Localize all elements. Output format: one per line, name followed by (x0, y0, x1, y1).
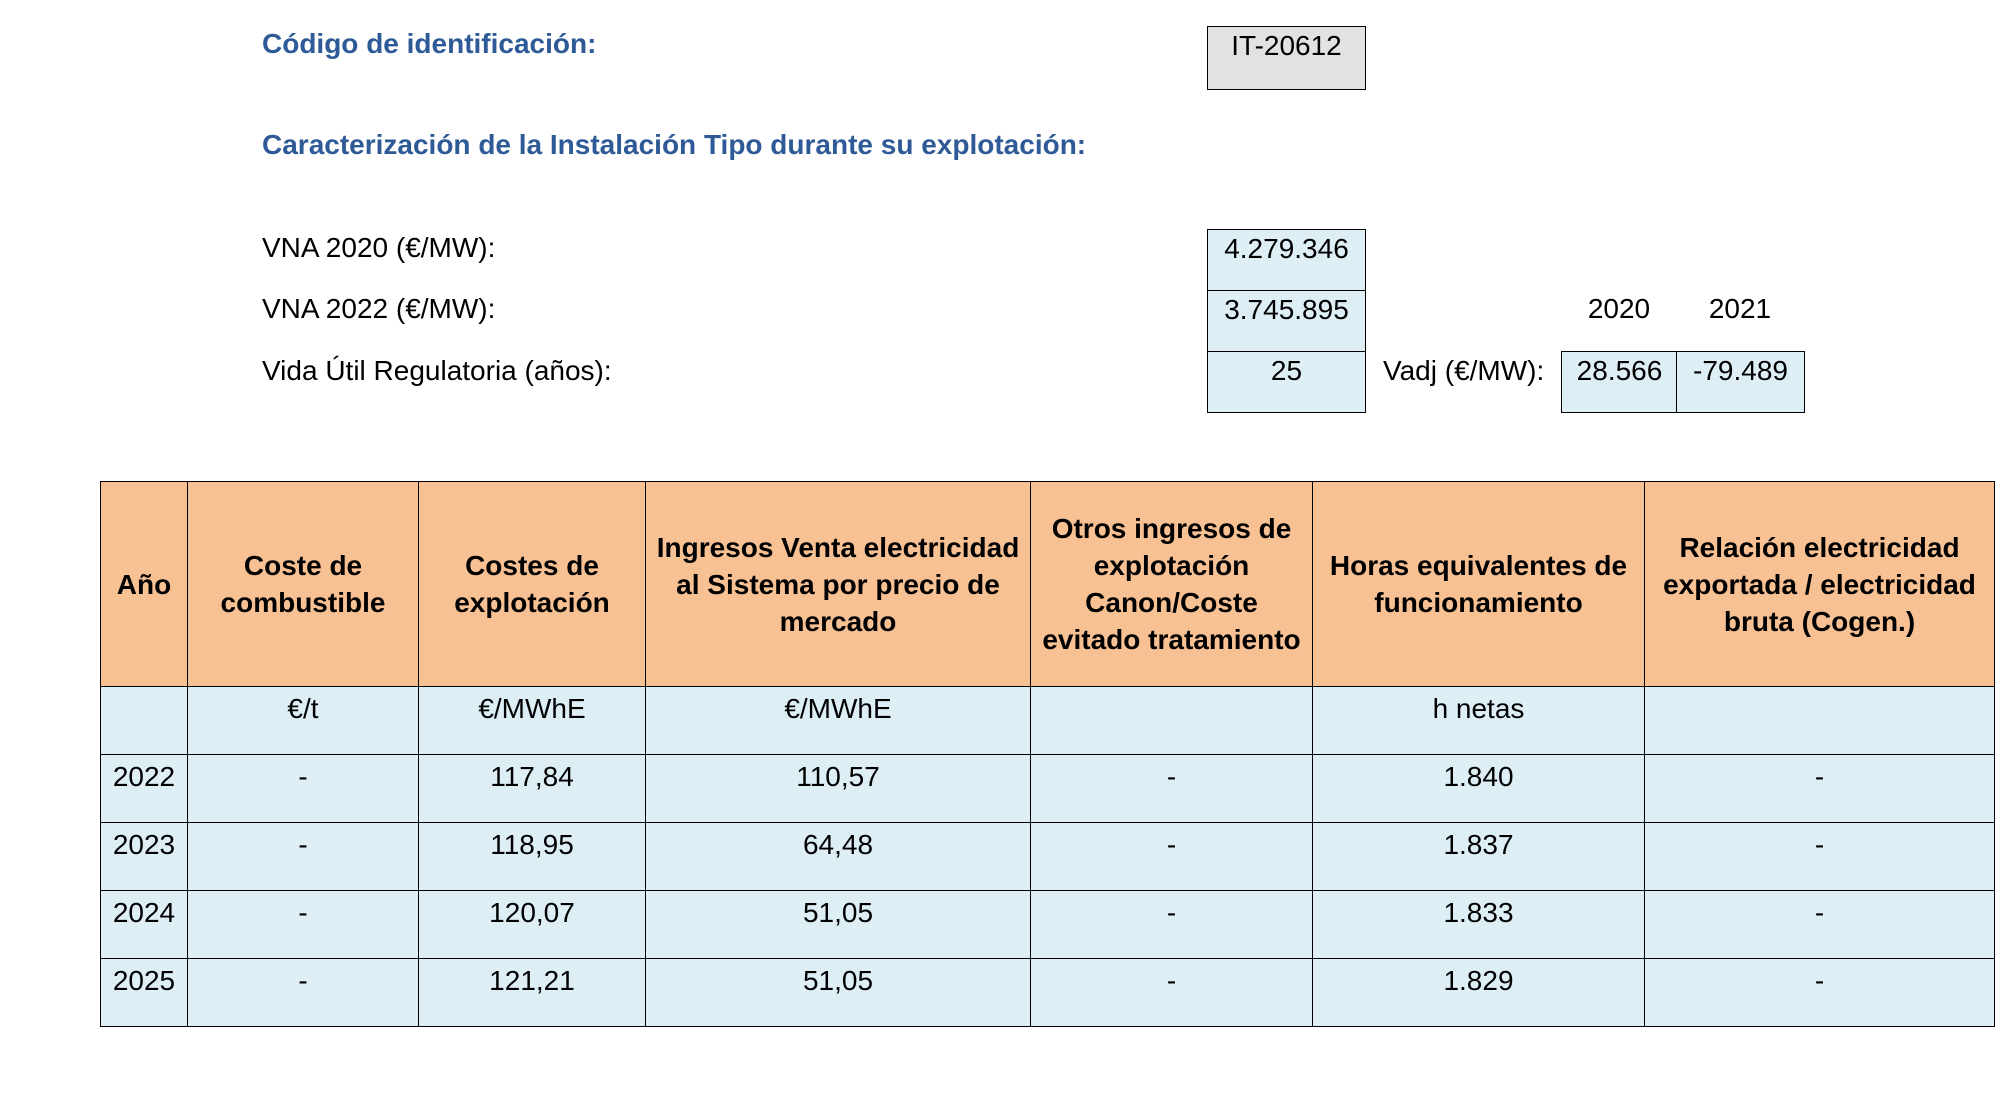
table-cell: - (188, 891, 419, 959)
table-header-row (101, 482, 1995, 687)
units-row (101, 687, 1995, 755)
vida-util-label: Vida Útil Regulatoria (años): (262, 355, 612, 386)
codigo-value: IT-20612 (1207, 26, 1366, 90)
header-ingresos-venta: Ingresos Venta electricidad al Sistema por precio de mercado (646, 482, 1031, 687)
vadj-year-2020: 2020 (1587, 293, 1651, 324)
table-cell: 51,05 (646, 891, 1031, 959)
table-row (101, 891, 1995, 959)
table-cell: 51,05 (646, 959, 1031, 1027)
table-cell: - (1031, 823, 1313, 891)
vna2020-value: 4.279.346 (1207, 229, 1366, 291)
year-cell: 2023 (101, 823, 188, 891)
vadj-value-2021: -79.489 (1676, 351, 1805, 413)
table-cell: 117,84 (419, 755, 646, 823)
unit-cell (1645, 687, 1995, 755)
header-relacion-electricidad: Relación electricidad exportada / electricidad bruta (Cogen.) (1645, 482, 1995, 687)
header-coste-combustible: Coste de combustible (188, 482, 419, 687)
table-row (101, 755, 1995, 823)
table-cell: 64,48 (646, 823, 1031, 891)
codigo-label: Código de identificación: (262, 28, 597, 59)
table-row (101, 823, 1995, 891)
table-cell: - (1031, 891, 1313, 959)
table-row (101, 959, 1995, 1027)
unit-cell (101, 687, 188, 755)
header-otros-ingresos: Otros ingresos de explotación Canon/Coste evitado tratamiento (1031, 482, 1313, 687)
year-cell: 2024 (101, 891, 188, 959)
unit-cell: €/MWhE (419, 687, 646, 755)
table-cell: 1.833 (1313, 891, 1645, 959)
table-cell: 110,57 (646, 755, 1031, 823)
table-cell: 1.840 (1313, 755, 1645, 823)
table-cell: - (1645, 891, 1995, 959)
vna2022-value: 3.745.895 (1207, 290, 1366, 352)
table-cell: - (188, 823, 419, 891)
header-ano: Año (101, 482, 188, 687)
year-cell: 2022 (101, 755, 188, 823)
table-cell: - (1645, 823, 1995, 891)
vadj-value-2020: 28.566 (1561, 351, 1678, 413)
vadj-year-2021: 2021 (1708, 293, 1772, 324)
table-cell: - (1645, 755, 1995, 823)
table-cell: - (1031, 959, 1313, 1027)
table-cell: - (1031, 755, 1313, 823)
vida-util-value: 25 (1207, 351, 1366, 413)
year-cell: 2025 (101, 959, 188, 1027)
table-cell: - (188, 959, 419, 1027)
vna2020-label: VNA 2020 (€/MW): (262, 232, 496, 263)
table-cell: - (1645, 959, 1995, 1027)
unit-cell: €/MWhE (646, 687, 1031, 755)
table-cell: 120,07 (419, 891, 646, 959)
table-cell: 118,95 (419, 823, 646, 891)
caracterizacion-title: Caracterización de la Instalación Tipo durante su explotación: (262, 129, 1087, 160)
vna2022-label: VNA 2022 (€/MW): (262, 293, 496, 324)
unit-cell: h netas (1313, 687, 1645, 755)
unit-cell: €/t (188, 687, 419, 755)
table-cell: 1.837 (1313, 823, 1645, 891)
header-horas-equivalentes: Horas equivalentes de funcionamiento (1313, 482, 1645, 687)
unit-cell (1031, 687, 1313, 755)
vadj-label: Vadj (€/MW): (1383, 355, 1545, 386)
header-costes-explotacion: Costes de explotación (419, 482, 646, 687)
table-cell: - (188, 755, 419, 823)
table-cell: 1.829 (1313, 959, 1645, 1027)
costs-table (100, 481, 1995, 1027)
table-cell: 121,21 (419, 959, 646, 1027)
